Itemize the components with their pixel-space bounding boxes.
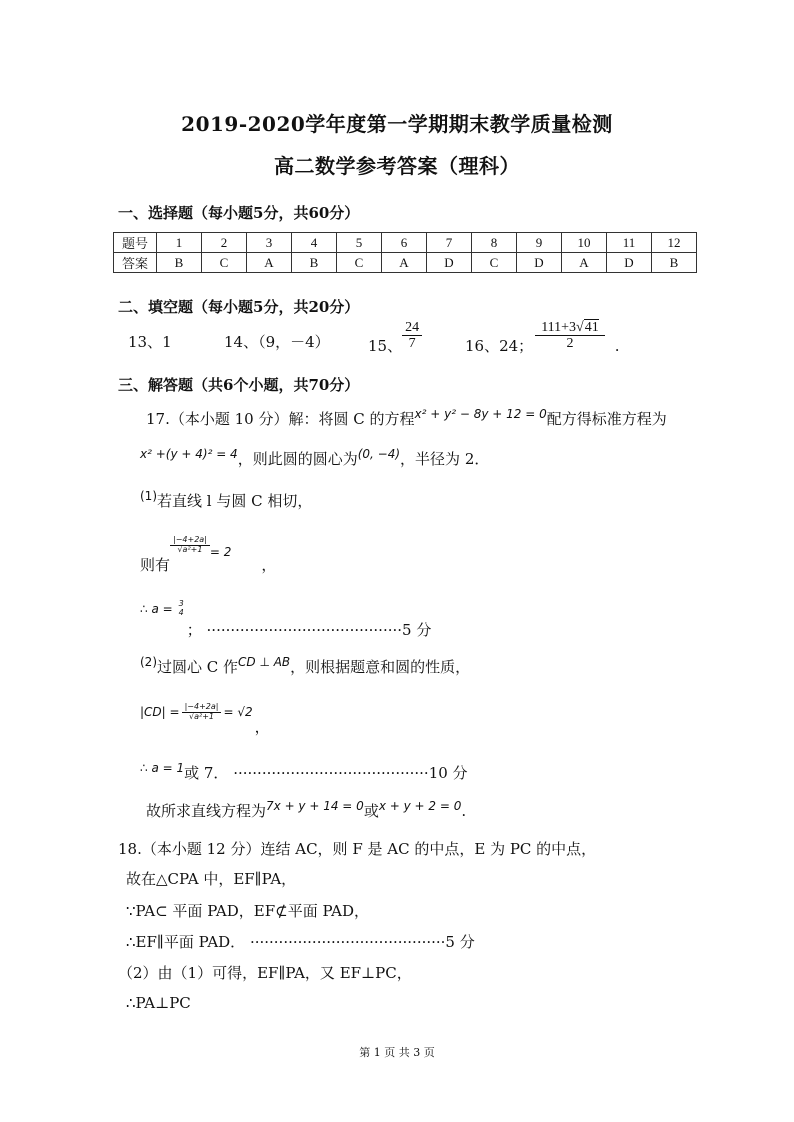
- center-coords: (0, −4): [357, 447, 401, 461]
- fraction-denominator: 4: [178, 608, 184, 617]
- table-cell: 8: [472, 233, 517, 253]
- text: ，: [254, 718, 270, 736]
- fill-15-prefix: 15、: [368, 336, 403, 355]
- score-line: 或 7． ·········································10 分: [184, 764, 468, 782]
- fill-16-end: .: [614, 336, 620, 355]
- part-mark: (2): [140, 655, 157, 669]
- fill-answer-16: [465, 320, 620, 355]
- fill-answer-14: 14、（9，－4）: [224, 333, 330, 351]
- page-footer: 第 1 页 共 3 页: [359, 1046, 435, 1059]
- table-cell: 9: [517, 233, 562, 253]
- fraction-denominator: √a²+1: [189, 711, 215, 721]
- three-quarters-fraction: [176, 600, 187, 618]
- fraction-numerator: 24: [402, 320, 422, 336]
- q18-line-6: ∴PA⊥PC: [126, 994, 191, 1012]
- therefore-expr: ∴ a =: [140, 602, 173, 616]
- fill-answer-13: 13、1: [128, 333, 172, 351]
- table-cell: B: [292, 253, 337, 273]
- q17-cd-length: [140, 700, 270, 736]
- doc-title: 2019-2020学年度第一学期期末教学质量检测: [181, 112, 613, 136]
- distance-fraction: [170, 536, 210, 555]
- table-cell: 11: [607, 233, 652, 253]
- table-cell: D: [607, 253, 652, 273]
- q18-line-1: 18.（本小题 12 分）连结 AC，则 F 是 AC 的中点，E 为 PC 的中点，: [118, 840, 597, 858]
- perpendicular-expr: CD ⊥ AB: [238, 655, 291, 669]
- table-cell: 4: [292, 233, 337, 253]
- table-cell: 2: [202, 233, 247, 253]
- sqrt-icon: √: [576, 320, 584, 335]
- fraction-numerator: [535, 320, 605, 336]
- table-cell: 6: [382, 233, 427, 253]
- fraction-denominator: √a²+1: [177, 544, 203, 554]
- q17-therefore-2: [140, 762, 468, 783]
- text: .: [461, 802, 467, 820]
- line-equation-1: 7x + y + 14 = 0: [266, 799, 364, 813]
- q17-therefore-1: [140, 597, 432, 639]
- part-mark: (1): [140, 489, 157, 503]
- text: 配方得标准方程为: [546, 410, 667, 428]
- fraction-numerator: |−4+2a|: [182, 703, 222, 713]
- text: 若直线 l 与圆 C 相切，: [157, 492, 313, 510]
- q17-line-2: [140, 448, 489, 469]
- text: ，则根据题意和圆的性质，: [290, 658, 471, 676]
- fraction-denominator: 2: [566, 336, 574, 352]
- therefore-expr: ∴ a = 1: [140, 761, 185, 775]
- fill-15-fraction: [402, 320, 422, 352]
- fill-16-fraction: [535, 320, 605, 352]
- text: 过圆心 C 作: [157, 658, 239, 676]
- table-cell: C: [202, 253, 247, 273]
- fraction-numerator: 3: [178, 599, 184, 609]
- table-row: [114, 233, 697, 253]
- fraction-denominator: 7: [408, 336, 416, 352]
- fill-16-prefix: 16、24；: [465, 336, 534, 355]
- table-cell: C: [472, 253, 517, 273]
- fill-answer-15: [368, 320, 422, 355]
- table-cell: 7: [427, 233, 472, 253]
- table-cell: A: [382, 253, 427, 273]
- section-fill-heading: 二、填空题（每小题5分，共20分）: [118, 298, 360, 316]
- answer-table: [113, 232, 697, 273]
- cd-label: |CD| =: [140, 705, 180, 719]
- table-cell: 1: [157, 233, 202, 253]
- table-cell: C: [337, 253, 382, 273]
- numerator-text: 111+3: [541, 320, 577, 335]
- fraction-numerator: |−4+2a|: [170, 536, 210, 546]
- table-cell: D: [517, 253, 562, 273]
- equals-value: = √2: [223, 705, 253, 719]
- text: ，半径为 2．: [400, 450, 490, 468]
- table-header-cell: 题号: [114, 233, 157, 253]
- q17-part2: [140, 656, 470, 677]
- text: ，: [261, 556, 277, 574]
- table-cell: A: [562, 253, 607, 273]
- table-row: [114, 253, 697, 273]
- table-cell: 5: [337, 233, 382, 253]
- q17-conclusion: [146, 800, 466, 821]
- text: 或: [363, 802, 379, 820]
- text: 17.（本小题 10 分）解：将圆 C 的方程: [146, 410, 415, 428]
- q18-line-5: （2）由（1）可得，EF∥PA，又 EF⊥PC，: [118, 964, 412, 982]
- q17-line-1: [146, 408, 667, 429]
- equals-value: = 2: [209, 545, 232, 559]
- doc-subtitle: 高二数学参考答案（理科）: [274, 154, 520, 178]
- q17-part1: [140, 490, 312, 511]
- cd-fraction: [182, 703, 222, 722]
- q18-line-4: ∴EF∥平面 PAD． ·········································5 分: [126, 933, 475, 951]
- table-cell: 3: [247, 233, 292, 253]
- q18-line-2: 故在△CPA 中，EF∥PA，: [126, 870, 297, 888]
- table-cell: A: [247, 253, 292, 273]
- table-cell: D: [427, 253, 472, 273]
- text: ，则此圆的圆心为: [237, 450, 358, 468]
- standard-equation: x² +(y + 4)² = 4: [140, 447, 238, 461]
- score-line: ； ·········································5 分: [186, 621, 432, 639]
- section-choice-heading: 一、选择题（每小题5分，共60分）: [118, 204, 360, 222]
- section-solve-heading: 三、解答题（共6个小题，共70分）: [118, 376, 360, 394]
- table-cell: 12: [652, 233, 697, 253]
- radicand: 41: [584, 320, 599, 335]
- table-cell: 10: [562, 233, 607, 253]
- text: 故所求直线方程为: [146, 802, 267, 820]
- line-equation-2: x + y + 2 = 0: [378, 799, 462, 813]
- table-header-cell: 答案: [114, 253, 157, 273]
- circle-equation: x² + y² − 8y + 12 = 0: [414, 407, 547, 421]
- table-cell: B: [652, 253, 697, 273]
- q18-line-3: ∵PA⊂ 平面 PAD，EF⊄平面 PAD，: [126, 902, 370, 920]
- text: 则有: [140, 556, 171, 574]
- q17-tangent-condition: [140, 535, 277, 574]
- table-cell: B: [157, 253, 202, 273]
